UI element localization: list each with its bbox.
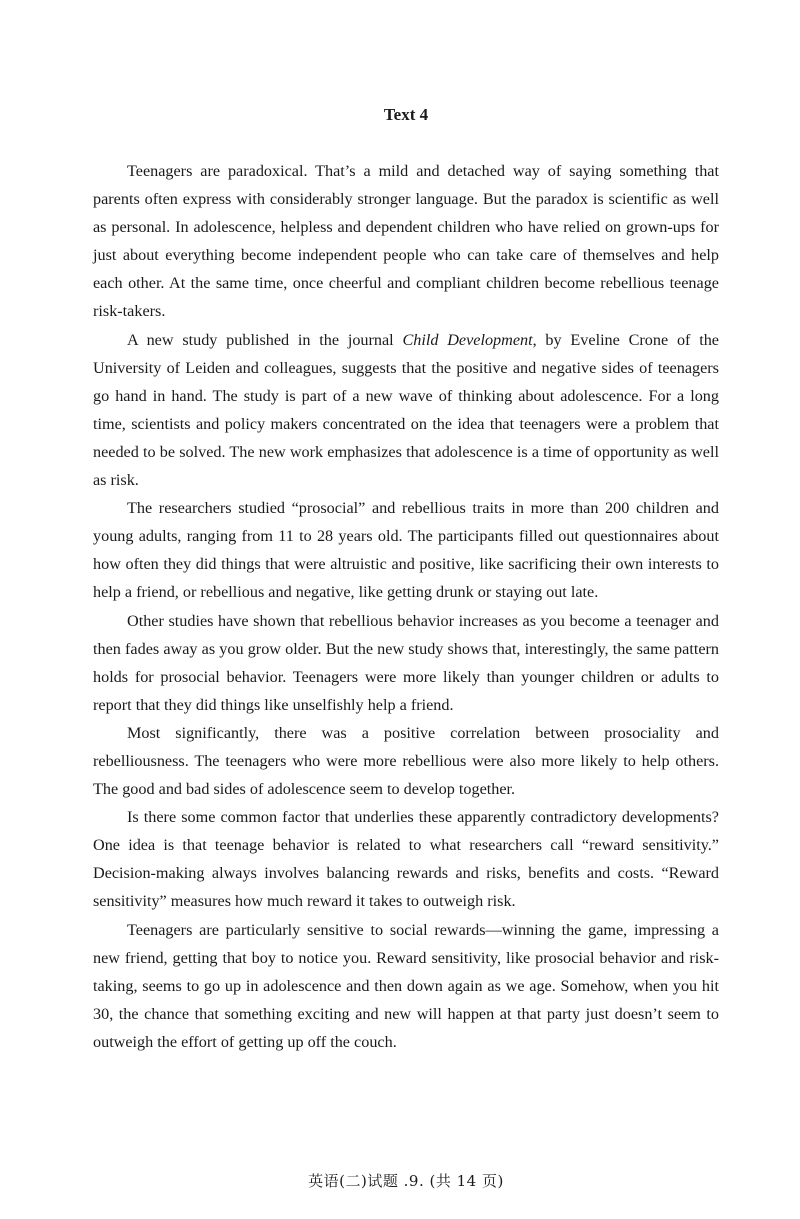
paragraph-6: Is there some common factor that underlies these apparently contradictory developments? One idea is that teenage behavior is related to what researchers call “reward sensitivity.” Decision-making always involves balancing rewards and risks, benefits and costs. “Reward sensitivity” measures how much reward it takes to outweigh risk. [93, 808, 719, 911]
passage-title: Text 4 [383, 105, 429, 124]
journal-title: Child Development [402, 330, 533, 349]
paragraph-1: Teenagers are paradoxical. That’s a mild and detached way of saying something that parents often express with considerably stronger language. But the paradox is scientific as well as personal. In adolescence, helpless and dependent children who have relied on grown-ups for just about everything become independent people who can take care of themselves and help each other. At the same time, once cheerful and compliant children become rebellious teenage risk-takers. [93, 162, 719, 321]
exam-page [93, 0, 719, 1219]
paragraph-2-lead: A new study published in the journal [127, 330, 403, 349]
paragraph-7: Teenagers are particularly sensitive to social rewards—winning the game, impressing a new friend, getting that boy to notice you. Reward sensitivity, like prosocial behavior and risk-taking, seems to go up in adolescence and then down again as we age. Somehow, when you hit 30, the chance that something exciting and new will happen at that party just doesn’t seem to outweigh the effort of getting up off the couch. [93, 920, 719, 1051]
paragraph-5: Most significantly, there was a positive correlation between prosociality and rebelliousness. The teenagers who were more rebellious were also more likely to help others. The good and bad sides of adolescence seem to develop together. [93, 723, 719, 799]
passage-body [93, 157, 719, 1056]
paragraph-3: The researchers studied “prosocial” and rebellious traits in more than 200 children and young adults, ranging from 11 to 28 years old. The participants filled out questionnaires about how often they did things that were altruistic and positive, like sacrificing their own interests to help a friend, or rebellious and negative, like getting drunk or staying out late. [93, 499, 719, 602]
paragraph-2-rest: , by Eveline Crone of the University of Leiden and colleagues, suggests that the positive and negative sides of teenagers go hand in hand. The study is part of a new wave of thinking about adolescence. For a long time, scientists and policy makers concentrated on the idea that teenagers were a problem that needed to be solved. The new work emphasizes that adolescence is a time of opportunity as well as risk. [93, 330, 719, 490]
paragraph-4: Other studies have shown that rebellious behavior increases as you become a teenager and then fades away as you grow older. But the new study shows that, interestingly, the same pattern holds for prosocial behavior. Teenagers were more likely than younger children or adults to report that they did things like unselfishly help a friend. [93, 611, 719, 714]
paragraph-2 [93, 326, 719, 495]
page-footer: 英语(二)试题 .9. (共 14 页) [308, 1172, 504, 1190]
